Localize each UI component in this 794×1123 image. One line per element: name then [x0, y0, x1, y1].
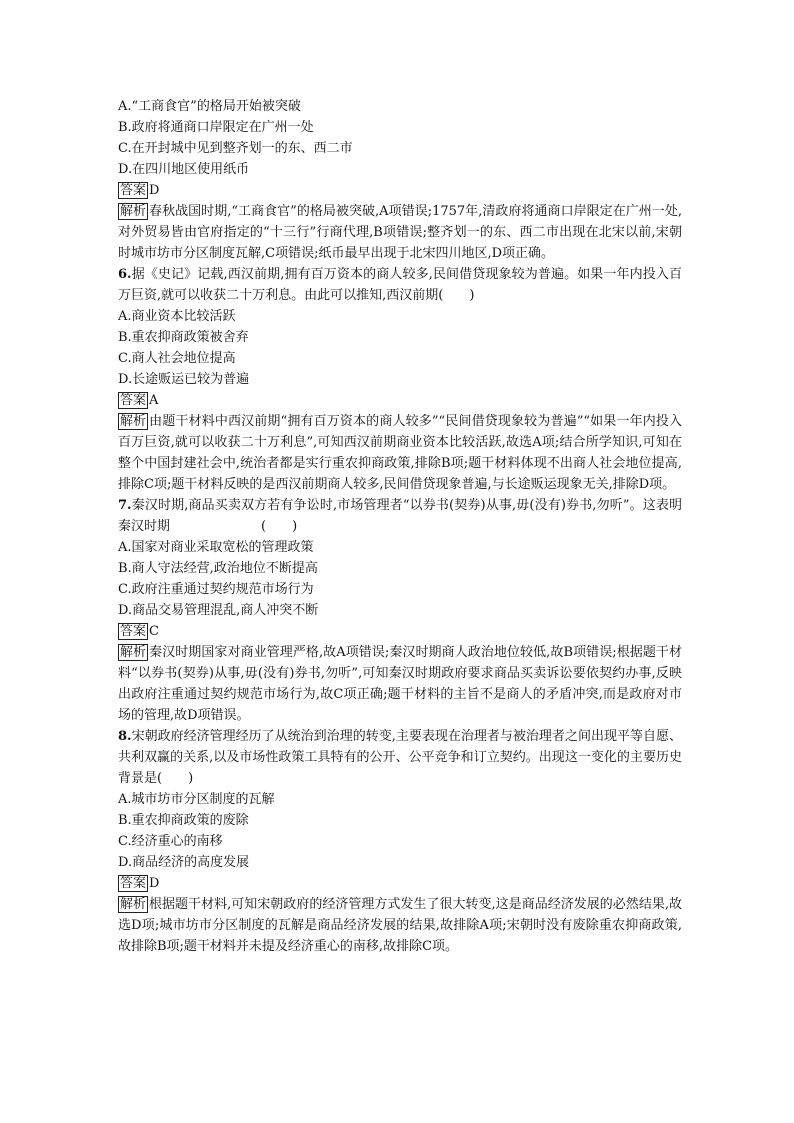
analysis-tag: 解析	[120, 645, 147, 660]
answer-tag: 答案	[120, 624, 147, 639]
q5-option-d: D.在四川地区使用纸币	[118, 162, 250, 177]
q6-answer-value: A	[149, 393, 159, 408]
q6-option-c: C.商人社会地位提高	[118, 351, 236, 366]
q7-analysis-text: 秦汉时期国家对商业管理严格,故A项错误;秦汉时期商人政治地位较低,故B项错误;根据题干材料“以券书(契券)从事,毋(没有)券书,勿听”,可知秦汉时期政府要求商品买卖诉讼要依契约办事,反映出政府注重通过契约规范市场行为,故C项正确;题干材料的主旨不是商人的矛盾冲突,而是政府对市场的管理,故D项错误。	[118, 645, 682, 723]
question-8	[118, 726, 682, 957]
q6-analysis	[118, 411, 682, 495]
q8-analysis-text: 根据题干材料,可知宋朝政府的经济管理方式发生了很大转变,这是商品经济发展的必然结果,故选D项;城市坊市分区制度的瓦解是商品经济发展的结果,故排除A项;宋朝时没有废除重农抑商政策,故排除B项;题干材料并未提及经济重心的南移,故排除C项。	[118, 897, 682, 954]
q6-option-b: B.重农抑商政策被舍弃	[118, 330, 249, 345]
q7-option-a: A.国家对商业采取宽松的管理政策	[118, 540, 314, 555]
q5-analysis-text: 春秋战国时期,“工商食官”的格局被突破,A项错误;1757年,清政府将通商口岸限定在广州一处,对外贸易皆由官府指定的“十三行”行商代理,B项错误;整齐划一的东、西二市出现在北宋以前,宋朝时城市坊市分区制度瓦解,C项错误;纸币最早出现于北宋四川地区,D项正确。	[118, 204, 682, 261]
answer-tag: 答案	[120, 876, 147, 891]
q6-analysis-text: 由题干材料中西汉前期“拥有百万资本的商人较多”“民间借贷现象较为普遍”“如果一年内投入百万巨资,就可以收获二十万利息”,可知西汉前期商业资本比较活跃,故选A项;结合所学知识,可知在整个中国封建社会中,统治者都是实行重农抑商政策,排除B项;题干材料体现不出商人社会地位提高,排除C项;题干材料反映的是西汉前期商人较多,民间借贷现象普遍,与长途贩运现象无关,排除D项。	[118, 414, 682, 492]
q8-option-d: D.商品经济的高度发展	[118, 855, 250, 870]
analysis-tag: 解析	[120, 414, 147, 429]
analysis-tag: 解析	[120, 897, 147, 912]
q5-option-c: C.在开封城中见到整齐划一的东、西二市	[118, 141, 353, 156]
q5-analysis	[118, 201, 682, 264]
q7-option-d: D.商品交易管理混乱,商人冲突不断	[118, 603, 319, 618]
q7-answer	[118, 621, 682, 642]
q7-option-c: C.政府注重通过契约规范市场行为	[118, 582, 314, 597]
q8-option-c: C.经济重心的南移	[118, 834, 223, 849]
q7-answer-value: C	[149, 624, 159, 639]
q7-number: 7.	[118, 498, 132, 513]
q8-answer	[118, 873, 682, 894]
q8-stem-text: 宋朝政府经济管理经历了从统治到治理的转变,主要表现在治理者与被治理者之间出现平等自愿、共利双赢的关系,以及市场性政策工具特有的公开、公平竞争和订立契约。出现这一变化的主要历史背景是( )	[118, 729, 682, 786]
question-6	[118, 264, 682, 495]
q6-answer	[118, 390, 682, 411]
q8-option-b: B.重农抑商政策的废除	[118, 813, 249, 828]
q8-option-a: A.城市坊市分区制度的瓦解	[118, 792, 275, 807]
q5-option-a: A.“工商食官”的格局开始被突破	[118, 99, 301, 114]
answer-tag: 答案	[120, 393, 147, 408]
q7-stem	[118, 495, 682, 537]
q8-number: 8.	[118, 729, 132, 744]
q8-answer-value: D	[149, 876, 160, 891]
q7-analysis	[118, 642, 682, 726]
q6-stem	[118, 264, 682, 306]
document-page	[118, 96, 682, 957]
question-7	[118, 495, 682, 726]
q6-option-a: A.商业资本比较活跃	[118, 309, 236, 324]
q7-option-b: B.商人守法经营,政治地位不断提高	[118, 561, 318, 576]
q6-option-d: D.长途贩运已较为普遍	[118, 372, 250, 387]
q5-option-b: B.政府将通商口岸限定在广州一处	[118, 120, 314, 135]
analysis-tag: 解析	[120, 204, 147, 219]
question-5	[118, 96, 682, 264]
q5-answer	[118, 180, 682, 201]
q8-stem	[118, 726, 682, 789]
q6-number: 6.	[118, 267, 132, 282]
answer-tag: 答案	[120, 183, 147, 198]
q7-stem-text: 秦汉时期,商品买卖双方若有争讼时,市场管理者“以券书(契券)从事,毋(没有)券书,勿听”。这表明秦汉时期 ( )	[118, 498, 682, 534]
q8-analysis	[118, 894, 682, 957]
q6-stem-text: 据《史记》记载,西汉前期,拥有百万资本的商人较多,民间借贷现象较为普遍。如果一年内投入百万巨资,就可以收获二十万利息。由此可以推知,西汉前期( )	[118, 267, 682, 303]
q5-answer-value: D	[149, 183, 160, 198]
